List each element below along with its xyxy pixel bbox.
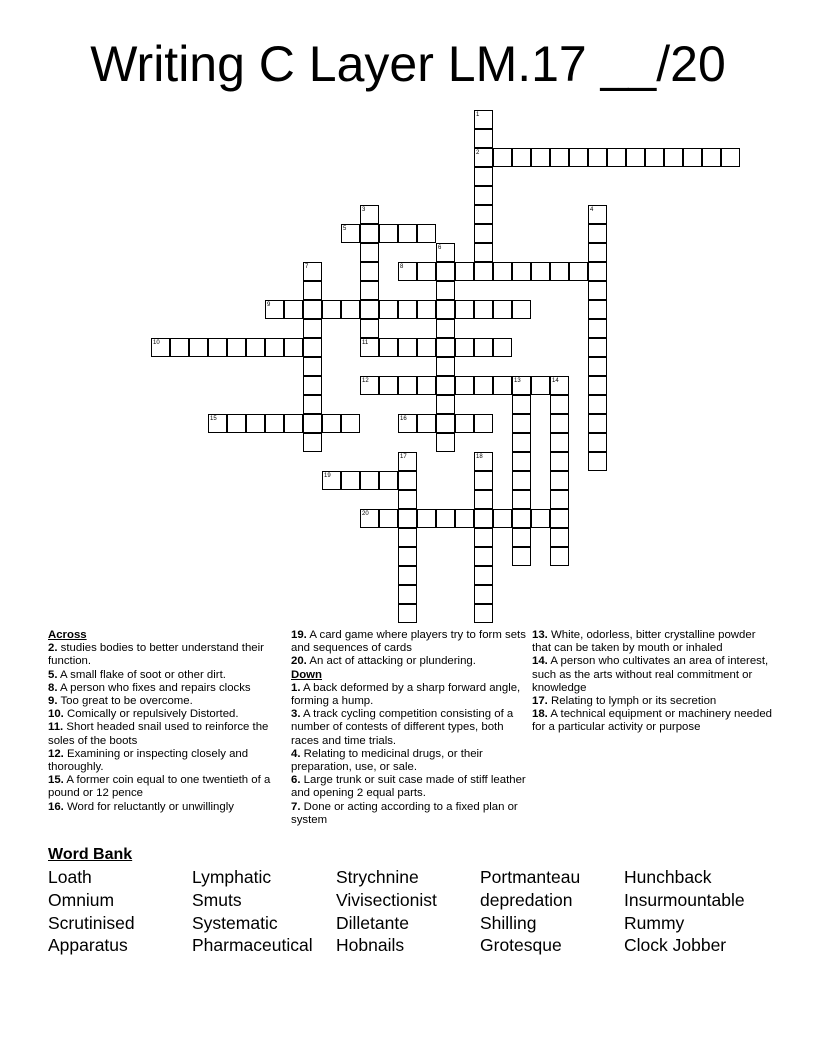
crossword-cell[interactable] xyxy=(398,585,417,604)
clue-across-19: 19. A card game where players try to form sets and sequences of cards xyxy=(291,629,526,655)
crossword-cell[interactable] xyxy=(417,262,436,281)
word-bank-item: Portmanteau xyxy=(480,867,581,887)
crossword-cell[interactable] xyxy=(360,281,379,300)
crossword-cell[interactable] xyxy=(360,205,379,224)
clue-number: 8 xyxy=(400,264,404,270)
clue-number: 11 xyxy=(362,340,369,346)
crossword-cell[interactable] xyxy=(417,300,436,319)
crossword-cell[interactable] xyxy=(474,509,493,528)
crossword-cell[interactable] xyxy=(417,224,436,243)
crossword-cell[interactable] xyxy=(455,376,474,395)
crossword-cell[interactable] xyxy=(436,433,455,452)
word-bank-item: Shilling xyxy=(480,912,537,933)
crossword-cell[interactable] xyxy=(341,300,360,319)
clue-down-1: 1. A back deformed by a sharp forward angle, forming a hump. xyxy=(291,681,521,708)
crossword-cell[interactable] xyxy=(588,281,607,300)
crossword-cell[interactable] xyxy=(246,338,265,357)
crossword-cell[interactable] xyxy=(512,414,531,433)
crossword-cell[interactable] xyxy=(474,452,493,471)
clue-number: 18 xyxy=(476,454,483,460)
crossword-cell[interactable] xyxy=(360,243,379,262)
crossword-cell[interactable] xyxy=(303,414,322,433)
clue-number: 5 xyxy=(343,226,347,232)
word-bank-title: Word Bank xyxy=(48,846,133,863)
crossword-cell[interactable] xyxy=(588,300,607,319)
crossword-cell[interactable] xyxy=(569,262,588,281)
crossword-cell[interactable] xyxy=(398,224,417,243)
crossword-cell[interactable] xyxy=(588,205,607,224)
crossword-cell[interactable] xyxy=(512,452,531,471)
crossword-cell[interactable] xyxy=(588,319,607,338)
word-bank-item: depredation xyxy=(480,889,573,910)
crossword-cell[interactable] xyxy=(455,414,474,433)
crossword-cell[interactable] xyxy=(550,528,569,547)
crossword-cell[interactable] xyxy=(512,528,531,547)
crossword-cell[interactable] xyxy=(360,471,379,490)
clues-column-3 xyxy=(532,629,772,735)
word-bank-item: Apparatus xyxy=(48,935,128,956)
crossword-cell[interactable] xyxy=(607,148,626,167)
crossword-cell[interactable] xyxy=(379,471,398,490)
crossword-cell[interactable] xyxy=(170,338,189,357)
crossword-cell[interactable] xyxy=(474,205,493,224)
crossword-cell[interactable] xyxy=(322,414,341,433)
crossword-cell[interactable] xyxy=(550,414,569,433)
crossword-cell[interactable] xyxy=(588,224,607,243)
crossword-cell[interactable] xyxy=(588,262,607,281)
crossword-cell[interactable] xyxy=(474,224,493,243)
word-bank-item: Hunchback xyxy=(624,867,712,887)
crossword-cell[interactable] xyxy=(474,528,493,547)
crossword-cell[interactable] xyxy=(436,509,455,528)
crossword-cell[interactable] xyxy=(588,243,607,262)
word-bank-item: Grotesque xyxy=(480,935,562,956)
clue-number: 13 xyxy=(514,378,521,384)
crossword-cell[interactable] xyxy=(626,148,645,167)
crossword-cell[interactable] xyxy=(303,262,322,281)
crossword-cell[interactable] xyxy=(398,376,417,395)
crossword-cell[interactable] xyxy=(512,509,531,528)
crossword-cell[interactable] xyxy=(398,471,417,490)
crossword-cell[interactable] xyxy=(398,338,417,357)
crossword-cell[interactable] xyxy=(550,547,569,566)
crossword-cell[interactable] xyxy=(436,414,455,433)
crossword-cell[interactable] xyxy=(493,262,512,281)
crossword-cell[interactable] xyxy=(436,338,455,357)
crossword-cell[interactable] xyxy=(379,224,398,243)
crossword-cell[interactable] xyxy=(474,300,493,319)
crossword-cell[interactable] xyxy=(474,547,493,566)
crossword-cell[interactable] xyxy=(398,300,417,319)
crossword-cell[interactable] xyxy=(474,490,493,509)
crossword-cell[interactable] xyxy=(493,148,512,167)
clues-column-1 xyxy=(48,629,278,814)
crossword-cell[interactable] xyxy=(588,148,607,167)
crossword-cell[interactable] xyxy=(303,357,322,376)
crossword-cell[interactable] xyxy=(303,338,322,357)
crossword-cell[interactable] xyxy=(474,186,493,205)
crossword-cell[interactable] xyxy=(303,319,322,338)
crossword-cell[interactable] xyxy=(284,338,303,357)
clue-down-18: 18. A technical equipment or machinery needed for a particular activity or purpose xyxy=(532,708,773,734)
clue-across-5: 5. A small flake of soot or other dirt. xyxy=(48,668,226,681)
crossword-cell[interactable] xyxy=(436,395,455,414)
clue-down-13: 13. White, odorless, bitter crystalline powder that can be taken by mouth or inhaled xyxy=(532,629,756,655)
crossword-cell[interactable] xyxy=(531,148,550,167)
crossword-cell[interactable] xyxy=(436,262,455,281)
crossword-cell[interactable] xyxy=(398,566,417,585)
crossword-cell[interactable] xyxy=(417,509,436,528)
crossword-cell[interactable] xyxy=(360,262,379,281)
crossword-cell[interactable] xyxy=(360,338,379,357)
crossword-cell[interactable] xyxy=(569,148,588,167)
clue-number: 15 xyxy=(210,416,217,422)
crossword-cell[interactable] xyxy=(645,148,664,167)
clue-number: 17 xyxy=(400,454,407,460)
clue-across-20: 20. An act of attacking or plundering. xyxy=(291,655,476,668)
crossword-cell[interactable] xyxy=(493,509,512,528)
crossword-cell[interactable] xyxy=(208,414,227,433)
crossword-cell[interactable] xyxy=(493,376,512,395)
crossword-cell[interactable] xyxy=(360,319,379,338)
crossword-cell[interactable] xyxy=(588,433,607,452)
clue-down-3: 3. A track cycling competition consisting of a number of contests of different types, both races and time trials. xyxy=(291,708,514,747)
crossword-cell[interactable] xyxy=(474,167,493,186)
crossword-cell[interactable] xyxy=(398,490,417,509)
crossword-cell[interactable] xyxy=(474,110,493,129)
crossword-cell[interactable] xyxy=(246,414,265,433)
crossword-cell[interactable] xyxy=(303,376,322,395)
crossword-cell[interactable] xyxy=(474,262,493,281)
clue-number: 7 xyxy=(305,264,309,270)
word-bank-item: Clock Jobber xyxy=(624,935,727,956)
crossword-cell[interactable] xyxy=(588,357,607,376)
clues-column-2 xyxy=(291,629,526,827)
clue-across-12: 12. Examining or inspecting closely and thoroughly. xyxy=(48,747,249,774)
crossword-cell[interactable] xyxy=(512,547,531,566)
clue-number: 6 xyxy=(438,245,442,251)
crossword-cell[interactable] xyxy=(588,376,607,395)
crossword-cell[interactable] xyxy=(227,338,246,357)
clue-number: 12 xyxy=(362,378,369,384)
crossword-cell[interactable] xyxy=(417,376,436,395)
crossword-cell[interactable] xyxy=(702,148,721,167)
word-bank-item: Vivisectionist xyxy=(336,889,437,910)
word-bank-item: Systematic xyxy=(192,912,278,933)
crossword-cell[interactable] xyxy=(398,528,417,547)
crossword-cell[interactable] xyxy=(189,338,208,357)
crossword-cell[interactable] xyxy=(550,148,569,167)
word-bank-item: Omnium xyxy=(48,889,115,910)
word-bank-item: Scrutinised xyxy=(48,912,135,933)
crossword-cell[interactable] xyxy=(341,471,360,490)
clue-number: 4 xyxy=(590,207,594,213)
word-bank-item: Pharmaceutical xyxy=(192,935,313,956)
crossword-cell[interactable] xyxy=(474,338,493,357)
crossword-cell[interactable] xyxy=(398,262,417,281)
crossword-cell[interactable] xyxy=(436,243,455,262)
word-bank-item: Hobnails xyxy=(336,935,405,956)
clue-across-8: 8. A person who fixes and repairs clocks xyxy=(48,681,251,694)
crossword-cell[interactable] xyxy=(588,414,607,433)
crossword-cell[interactable] xyxy=(550,509,569,528)
crossword-cell[interactable] xyxy=(341,224,360,243)
crossword-cell[interactable] xyxy=(360,224,379,243)
crossword-cell[interactable] xyxy=(512,471,531,490)
crossword-cell[interactable] xyxy=(455,509,474,528)
crossword-cell[interactable] xyxy=(360,376,379,395)
clue-number: 19 xyxy=(324,473,331,479)
crossword-cell[interactable] xyxy=(683,148,702,167)
crossword-cell[interactable] xyxy=(436,319,455,338)
crossword-cell[interactable] xyxy=(322,300,341,319)
word-bank-item: Strychnine xyxy=(336,867,419,887)
crossword-cell[interactable] xyxy=(512,300,531,319)
word-bank xyxy=(48,866,788,957)
clue-across-10: 10. Comically or repulsively Distorted. xyxy=(48,708,239,721)
crossword-cell[interactable] xyxy=(550,376,569,395)
crossword-cell[interactable] xyxy=(474,585,493,604)
crossword-cell[interactable] xyxy=(265,414,284,433)
crossword-cell[interactable] xyxy=(550,395,569,414)
page-title: Writing C Layer LM.17 __/20 xyxy=(90,36,726,92)
clue-across-9: 9. Too great to be overcome. xyxy=(48,695,193,708)
crossword-cell[interactable] xyxy=(265,338,284,357)
crossword-cell[interactable] xyxy=(227,414,246,433)
crossword-cell[interactable] xyxy=(588,452,607,471)
word-bank-item: Insurmountable xyxy=(624,889,745,910)
crossword-cell[interactable] xyxy=(474,414,493,433)
crossword-cell[interactable] xyxy=(664,148,683,167)
crossword-cell[interactable] xyxy=(550,262,569,281)
crossword-cell[interactable] xyxy=(455,338,474,357)
crossword-cell[interactable] xyxy=(379,509,398,528)
crossword-cell[interactable] xyxy=(493,300,512,319)
word-bank-item: Dilletante xyxy=(336,912,409,933)
clue-across-11: 11. Short headed snail used to reinforce the soles of the boots xyxy=(48,721,269,747)
crossword-cell[interactable] xyxy=(474,376,493,395)
crossword-cell[interactable] xyxy=(436,300,455,319)
crossword-cell[interactable] xyxy=(531,376,550,395)
crossword-cell[interactable] xyxy=(417,338,436,357)
crossword-cell[interactable] xyxy=(721,148,740,167)
crossword-cell[interactable] xyxy=(417,414,436,433)
crossword-cell[interactable] xyxy=(436,357,455,376)
crossword-cell[interactable] xyxy=(151,338,170,357)
crossword-cell[interactable] xyxy=(512,376,531,395)
crossword-cell[interactable] xyxy=(512,395,531,414)
crossword-cell[interactable] xyxy=(512,262,531,281)
crossword-cell[interactable] xyxy=(474,129,493,148)
crossword-cell[interactable] xyxy=(588,395,607,414)
crossword-cell[interactable] xyxy=(398,604,417,623)
clue-number: 20 xyxy=(362,511,369,517)
crossword-cell[interactable] xyxy=(379,376,398,395)
crossword-cell[interactable] xyxy=(360,509,379,528)
crossword-cell[interactable] xyxy=(550,452,569,471)
crossword-cell[interactable] xyxy=(322,471,341,490)
crossword-cell[interactable] xyxy=(474,566,493,585)
crossword-cell[interactable] xyxy=(436,281,455,300)
crossword-cell[interactable] xyxy=(398,509,417,528)
crossword-cell[interactable] xyxy=(474,471,493,490)
clue-down-14: 14. A person who cultivates an area of interest, such as the arts without real commitment or knowledge xyxy=(532,655,769,694)
down-heading: Down xyxy=(291,668,323,681)
crossword-cell[interactable] xyxy=(284,414,303,433)
crossword-cell[interactable] xyxy=(512,490,531,509)
crossword-cell[interactable] xyxy=(588,338,607,357)
crossword-cell[interactable] xyxy=(531,509,550,528)
crossword-cell[interactable] xyxy=(265,300,284,319)
clue-number: 3 xyxy=(362,207,366,213)
crossword-cell[interactable] xyxy=(474,148,493,167)
clue-across-16: 16. Word for reluctantly or unwillingly xyxy=(48,800,234,813)
across-heading: Across xyxy=(48,629,87,641)
word-bank-item: Loath xyxy=(48,867,92,887)
crossword-cell[interactable] xyxy=(436,376,455,395)
crossword-cell[interactable] xyxy=(455,262,474,281)
crossword-cell[interactable] xyxy=(455,300,474,319)
crossword-cell[interactable] xyxy=(512,148,531,167)
clue-across-15: 15. A former coin equal to one twentieth of a pound or 12 pence xyxy=(48,774,271,800)
clue-number: 1 xyxy=(476,112,480,118)
crossword-cell[interactable] xyxy=(398,452,417,471)
crossword-cell[interactable] xyxy=(550,471,569,490)
clue-down-6: 6. Large trunk or suit case made of stiff leather and opening 2 equal parts. xyxy=(291,774,526,800)
word-bank-item: Lymphatic xyxy=(192,867,272,887)
crossword-cell[interactable] xyxy=(550,490,569,509)
crossword-cell[interactable] xyxy=(303,300,322,319)
clue-down-7: 7. Done or acting according to a fixed plan or system xyxy=(291,800,518,826)
crossword-cell[interactable] xyxy=(303,281,322,300)
crossword-cell[interactable] xyxy=(493,338,512,357)
crossword-cell[interactable] xyxy=(474,243,493,262)
crossword-cell[interactable] xyxy=(341,414,360,433)
clue-across-2: 2. studies bodies to better understand their function. xyxy=(48,642,264,668)
clue-down-17: 17. Relating to lymph or its secretion xyxy=(532,695,717,708)
word-bank-item: Smuts xyxy=(192,889,242,910)
crossword-cell[interactable] xyxy=(303,395,322,414)
word-bank-item: Rummy xyxy=(624,912,685,933)
clue-down-4: 4. Relating to medicinal drugs, or their preparation, use, or sale. xyxy=(291,747,483,774)
crossword-cell[interactable] xyxy=(208,338,227,357)
clue-number: 2 xyxy=(476,150,480,156)
crossword-cell[interactable] xyxy=(398,414,417,433)
crossword-cell[interactable] xyxy=(360,300,379,319)
crossword-cell[interactable] xyxy=(379,300,398,319)
crossword-cell[interactable] xyxy=(474,604,493,623)
clue-number: 16 xyxy=(400,416,407,422)
clue-number: 10 xyxy=(153,340,160,346)
crossword-cell[interactable] xyxy=(379,338,398,357)
clue-number: 9 xyxy=(267,302,271,308)
clue-number: 14 xyxy=(552,378,559,384)
crossword-cell[interactable] xyxy=(550,433,569,452)
crossword-cell[interactable] xyxy=(531,262,550,281)
crossword-cell[interactable] xyxy=(284,300,303,319)
crossword-cell[interactable] xyxy=(303,433,322,452)
crossword-cell[interactable] xyxy=(398,547,417,566)
crossword-cell[interactable] xyxy=(512,433,531,452)
